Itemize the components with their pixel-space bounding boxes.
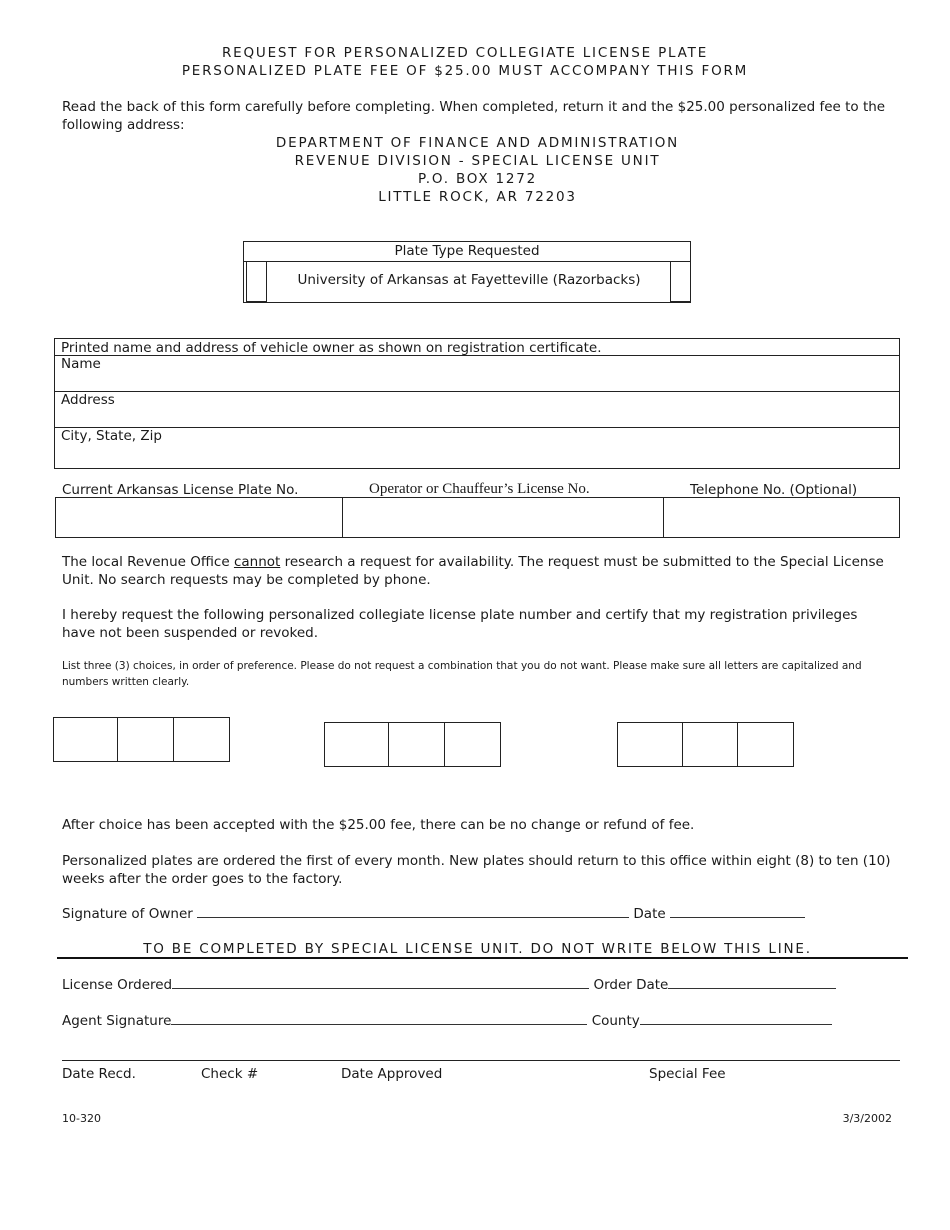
revision-date: 3/3/2002	[842, 1112, 892, 1125]
owner-signature-field[interactable]	[197, 906, 629, 918]
address-label: Address	[61, 392, 115, 408]
name-field[interactable]	[55, 355, 899, 391]
plate-type-table	[243, 241, 691, 303]
signature-date-field[interactable]	[670, 906, 805, 918]
county-label: County	[591, 1013, 640, 1029]
notice-emphasis: cannot	[233, 554, 281, 570]
license-ordered-label: License Ordered	[62, 977, 173, 993]
choice-1-box[interactable]	[173, 717, 230, 762]
form-subtitle: PERSONALIZED PLATE FEE OF $25.00 MUST ACCOMPANY THIS FORM	[181, 63, 749, 79]
agent-signature-label: Agent Signature	[62, 1013, 172, 1029]
choices-instructions: List three (3) choices, in order of preference. Please do not request a combination that you do not want. Please make sure all letters are capitalized and numbers written clearly.	[62, 660, 862, 688]
notice-pre: The local Revenue Office	[62, 554, 234, 570]
choice-3-boxes	[617, 722, 794, 767]
notice-post: research a request for availability. The request must be submitted to the Special License Unit. No search requests may be completed by phone.	[62, 554, 884, 588]
date-approved-label: Date Approved	[341, 1066, 443, 1082]
date-received-label: Date Recd.	[62, 1066, 136, 1082]
order-date-label: Order Date	[593, 977, 669, 993]
name-label: Name	[61, 356, 101, 372]
agent-signature-row	[62, 1013, 832, 1029]
address-line-2: REVENUE DIVISION - SPECIAL LICENSE UNIT	[294, 153, 661, 169]
plate-number-label: Current Arkansas License Plate No.	[62, 482, 299, 498]
id-fields-row	[55, 497, 900, 538]
plate-number-field[interactable]	[56, 498, 342, 537]
choice-2-box[interactable]	[444, 722, 501, 767]
owner-info-table	[54, 338, 900, 469]
office-use-banner: TO BE COMPLETED BY SPECIAL LICENSE UNIT. DO NOT WRITE BELOW THIS LINE.	[143, 941, 812, 957]
choice-1-box[interactable]	[117, 717, 174, 762]
special-fee-label: Special Fee	[649, 1066, 726, 1082]
office-use-divider	[57, 957, 908, 959]
no-refund-notice: After choice has been accepted with the $25.00 fee, there can be no change or refund of fee.	[62, 817, 695, 833]
office-fields-line	[62, 1060, 900, 1061]
choice-1-box[interactable]	[53, 717, 118, 762]
choice-1-boxes	[53, 717, 230, 762]
agent-signature-field[interactable]	[171, 1013, 587, 1025]
address-line-3: P.O. BOX 1272	[417, 171, 538, 187]
form-number: 10-320	[62, 1112, 101, 1125]
operator-license-field[interactable]	[342, 498, 663, 537]
certification-text: I hereby request the following personalized collegiate license plate number and certify that my registration privileges have not been suspended or revoked.	[62, 607, 858, 641]
choice-3-box[interactable]	[682, 722, 738, 767]
choice-3-box[interactable]	[617, 722, 683, 767]
plate-type-option: University of Arkansas at Fayetteville (Razorbacks)	[297, 272, 641, 288]
address-field[interactable]	[55, 391, 899, 427]
address-line-1: DEPARTMENT OF FINANCE AND ADMINISTRATION	[275, 135, 680, 151]
choice-2-box[interactable]	[324, 722, 389, 767]
telephone-label: Telephone No. (Optional)	[690, 482, 858, 498]
check-number-label: Check #	[201, 1066, 259, 1082]
operator-license-label: Operator or Chauffeur’s License No.	[369, 481, 590, 497]
mailing-address	[0, 134, 950, 206]
intro-text: Read the back of this form carefully before completing. When completed, return it and the $25.00 personalized fee to the following address:	[62, 99, 886, 133]
owner-info-header: Printed name and address of vehicle owner as shown on registration certificate.	[61, 340, 602, 356]
availability-notice	[62, 553, 892, 589]
signature-row	[62, 906, 805, 922]
city-state-zip-field[interactable]	[55, 427, 899, 469]
choice-2-box[interactable]	[388, 722, 445, 767]
county-field[interactable]	[640, 1013, 832, 1025]
plate-type-header: Plate Type Requested	[394, 243, 540, 259]
license-ordered-row	[62, 977, 836, 993]
city-state-zip-label: City, State, Zip	[61, 428, 162, 444]
telephone-field[interactable]	[663, 498, 899, 537]
plate-type-checkbox[interactable]	[246, 261, 267, 302]
choice-2-boxes	[324, 722, 501, 767]
choice-3-box[interactable]	[737, 722, 794, 767]
signature-date-label: Date	[633, 906, 666, 922]
address-line-4: LITTLE ROCK, AR 72203	[378, 189, 577, 205]
ordering-notice: Personalized plates are ordered the first of every month. New plates should return to this office within eight (8) to ten (10) weeks after the order goes to the factory.	[62, 853, 891, 887]
form-title: REQUEST FOR PERSONALIZED COLLEGIATE LICENSE PLATE	[221, 45, 709, 61]
license-ordered-field[interactable]	[172, 977, 589, 989]
owner-signature-label: Signature of Owner	[62, 906, 193, 922]
plate-type-cell-right	[670, 261, 690, 302]
order-date-field[interactable]	[668, 977, 836, 989]
